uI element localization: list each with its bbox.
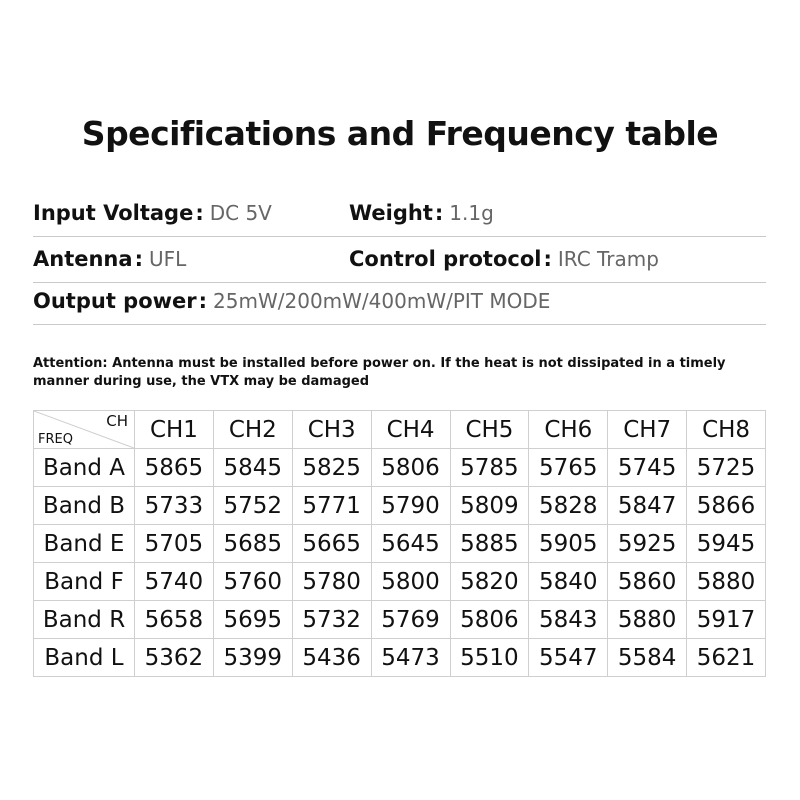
corner-freq-label: FREQ: [38, 432, 73, 447]
frequency-cell: 5771: [292, 487, 371, 525]
frequency-cell: 5760: [213, 563, 292, 601]
frequency-cell: 5880: [608, 601, 687, 639]
frequency-cell: 5725: [687, 449, 766, 487]
band-label: Band F: [34, 563, 135, 601]
frequency-cell: 5866: [687, 487, 766, 525]
frequency-cell: 5658: [135, 601, 214, 639]
spec-output-power: [33, 289, 550, 313]
frequency-cell: 5752: [213, 487, 292, 525]
frequency-cell: 5905: [529, 525, 608, 563]
spec-value: IRC Tramp: [557, 247, 659, 271]
frequency-cell: 5806: [450, 601, 529, 639]
frequency-cell: 5399: [213, 639, 292, 677]
spec-antenna: [33, 247, 186, 271]
spec-weight: [349, 201, 494, 225]
spec-separator: :: [134, 247, 143, 271]
frequency-table: [33, 410, 766, 677]
corner-cell: [34, 411, 135, 449]
page-title: Specifications and Frequency table: [81, 114, 719, 153]
frequency-cell: 5820: [450, 563, 529, 601]
frequency-cell: 5945: [687, 525, 766, 563]
spec-separator: :: [434, 201, 444, 225]
frequency-cell: 5665: [292, 525, 371, 563]
frequency-cell: 5780: [292, 563, 371, 601]
frequency-cell: 5809: [450, 487, 529, 525]
frequency-cell: 5510: [450, 639, 529, 677]
frequency-cell: 5769: [371, 601, 450, 639]
frequency-cell: 5621: [687, 639, 766, 677]
frequency-cell: 5584: [608, 639, 687, 677]
spec-separator: :: [198, 289, 208, 313]
frequency-cell: 5843: [529, 601, 608, 639]
frequency-cell: 5745: [608, 449, 687, 487]
frequency-cell: 5828: [529, 487, 608, 525]
band-label: Band R: [34, 601, 135, 639]
spec-label: Input Voltage: [33, 201, 194, 225]
frequency-cell: 5547: [529, 639, 608, 677]
spec-row-1: [33, 196, 766, 237]
frequency-cell: 5765: [529, 449, 608, 487]
frequency-cell: 5860: [608, 563, 687, 601]
channel-header: CH6: [529, 411, 608, 449]
band-label: Band L: [34, 639, 135, 677]
channel-header: CH2: [213, 411, 292, 449]
band-label: Band B: [34, 487, 135, 525]
spec-row-3: [33, 284, 766, 325]
table-row: [34, 449, 766, 487]
channel-header: CH1: [135, 411, 214, 449]
spec-value: 1.1g: [449, 201, 494, 225]
frequency-cell: 5705: [135, 525, 214, 563]
frequency-cell: 5806: [371, 449, 450, 487]
frequency-cell: 5790: [371, 487, 450, 525]
spec-value: UFL: [148, 247, 187, 271]
frequency-cell: 5917: [687, 601, 766, 639]
channel-header: CH3: [292, 411, 371, 449]
frequency-cell: 5825: [292, 449, 371, 487]
attention-note: Attention: Antenna must be installed before power on. If the heat is not dissipated in a timely manner during use, the VTX may be damaged: [33, 356, 726, 389]
spec-control-protocol: [349, 247, 659, 271]
frequency-cell: 5925: [608, 525, 687, 563]
spec-input-voltage: [33, 201, 272, 225]
spec-label: Output power: [33, 289, 197, 313]
corner-ch-label: CH: [106, 412, 128, 430]
spec-value: 25mW/200mW/400mW/PIT MODE: [213, 289, 551, 313]
frequency-cell: 5885: [450, 525, 529, 563]
frequency-cell: 5695: [213, 601, 292, 639]
frequency-cell: 5733: [135, 487, 214, 525]
spec-label: Antenna: [33, 247, 133, 271]
frequency-cell: 5473: [371, 639, 450, 677]
frequency-cell: 5645: [371, 525, 450, 563]
frequency-cell: 5845: [213, 449, 292, 487]
frequency-cell: 5785: [450, 449, 529, 487]
frequency-cell: 5436: [292, 639, 371, 677]
spec-separator: :: [195, 201, 204, 225]
table-row: [34, 563, 766, 601]
table-row: [34, 601, 766, 639]
spec-separator: :: [543, 247, 552, 271]
table-row: [34, 487, 766, 525]
table-header-row: [34, 411, 766, 449]
table-row: [34, 525, 766, 563]
channel-header: CH4: [371, 411, 450, 449]
channel-header: CH7: [608, 411, 687, 449]
frequency-cell: 5740: [135, 563, 214, 601]
frequency-cell: 5847: [608, 487, 687, 525]
frequency-cell: 5685: [213, 525, 292, 563]
spec-label: Control protocol: [349, 247, 542, 271]
frequency-cell: 5732: [292, 601, 371, 639]
frequency-cell: 5800: [371, 563, 450, 601]
channel-header: CH8: [687, 411, 766, 449]
band-label: Band A: [34, 449, 135, 487]
channel-header: CH5: [450, 411, 529, 449]
frequency-cell: 5865: [135, 449, 214, 487]
frequency-cell: 5840: [529, 563, 608, 601]
frequency-cell: 5880: [687, 563, 766, 601]
spec-label: Weight: [349, 201, 433, 225]
frequency-cell: 5362: [135, 639, 214, 677]
spec-row-2: [33, 242, 766, 283]
band-label: Band E: [34, 525, 135, 563]
table-row: [34, 639, 766, 677]
spec-value: DC 5V: [209, 201, 272, 225]
